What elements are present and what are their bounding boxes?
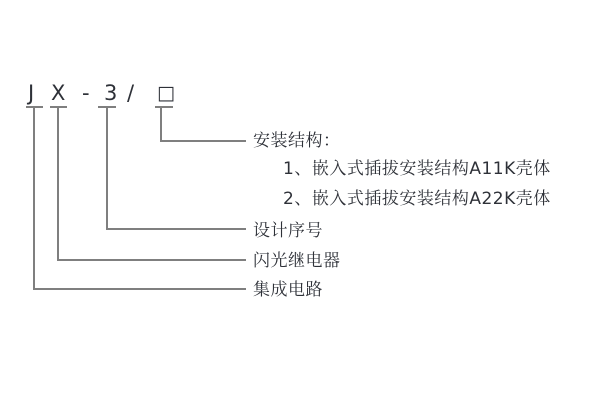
model-char-3: 3 xyxy=(104,81,118,105)
leader-vertical-3 xyxy=(106,106,108,230)
model-char-slash: / xyxy=(127,81,135,105)
leader-vertical-x xyxy=(57,106,59,261)
tick-under-box xyxy=(155,106,173,108)
label-integrated-circuit: 集成电路 xyxy=(253,280,323,300)
mounting-option-1: 1、嵌入式插拔安装结构A11K壳体 xyxy=(283,159,551,179)
model-char-hyphen: - xyxy=(82,81,90,105)
leader-vertical-box xyxy=(160,106,162,142)
leader-horizontal-mounting xyxy=(160,140,246,142)
model-char-x: X xyxy=(51,81,66,105)
model-char-j: J xyxy=(28,81,35,105)
label-mounting-structure: 安装结构： xyxy=(253,131,341,151)
leader-horizontal-design-serial xyxy=(106,228,246,230)
model-char-box: □ xyxy=(157,82,175,104)
leader-vertical-j xyxy=(33,106,35,290)
label-flash-relay: 闪光继电器 xyxy=(253,251,341,271)
label-design-serial: 设计序号 xyxy=(253,221,323,241)
leader-horizontal-flash-relay xyxy=(57,259,246,261)
leader-horizontal-integrated-circuit xyxy=(33,288,246,290)
mounting-option-2: 2、嵌入式插拔安装结构A22K壳体 xyxy=(283,189,551,209)
